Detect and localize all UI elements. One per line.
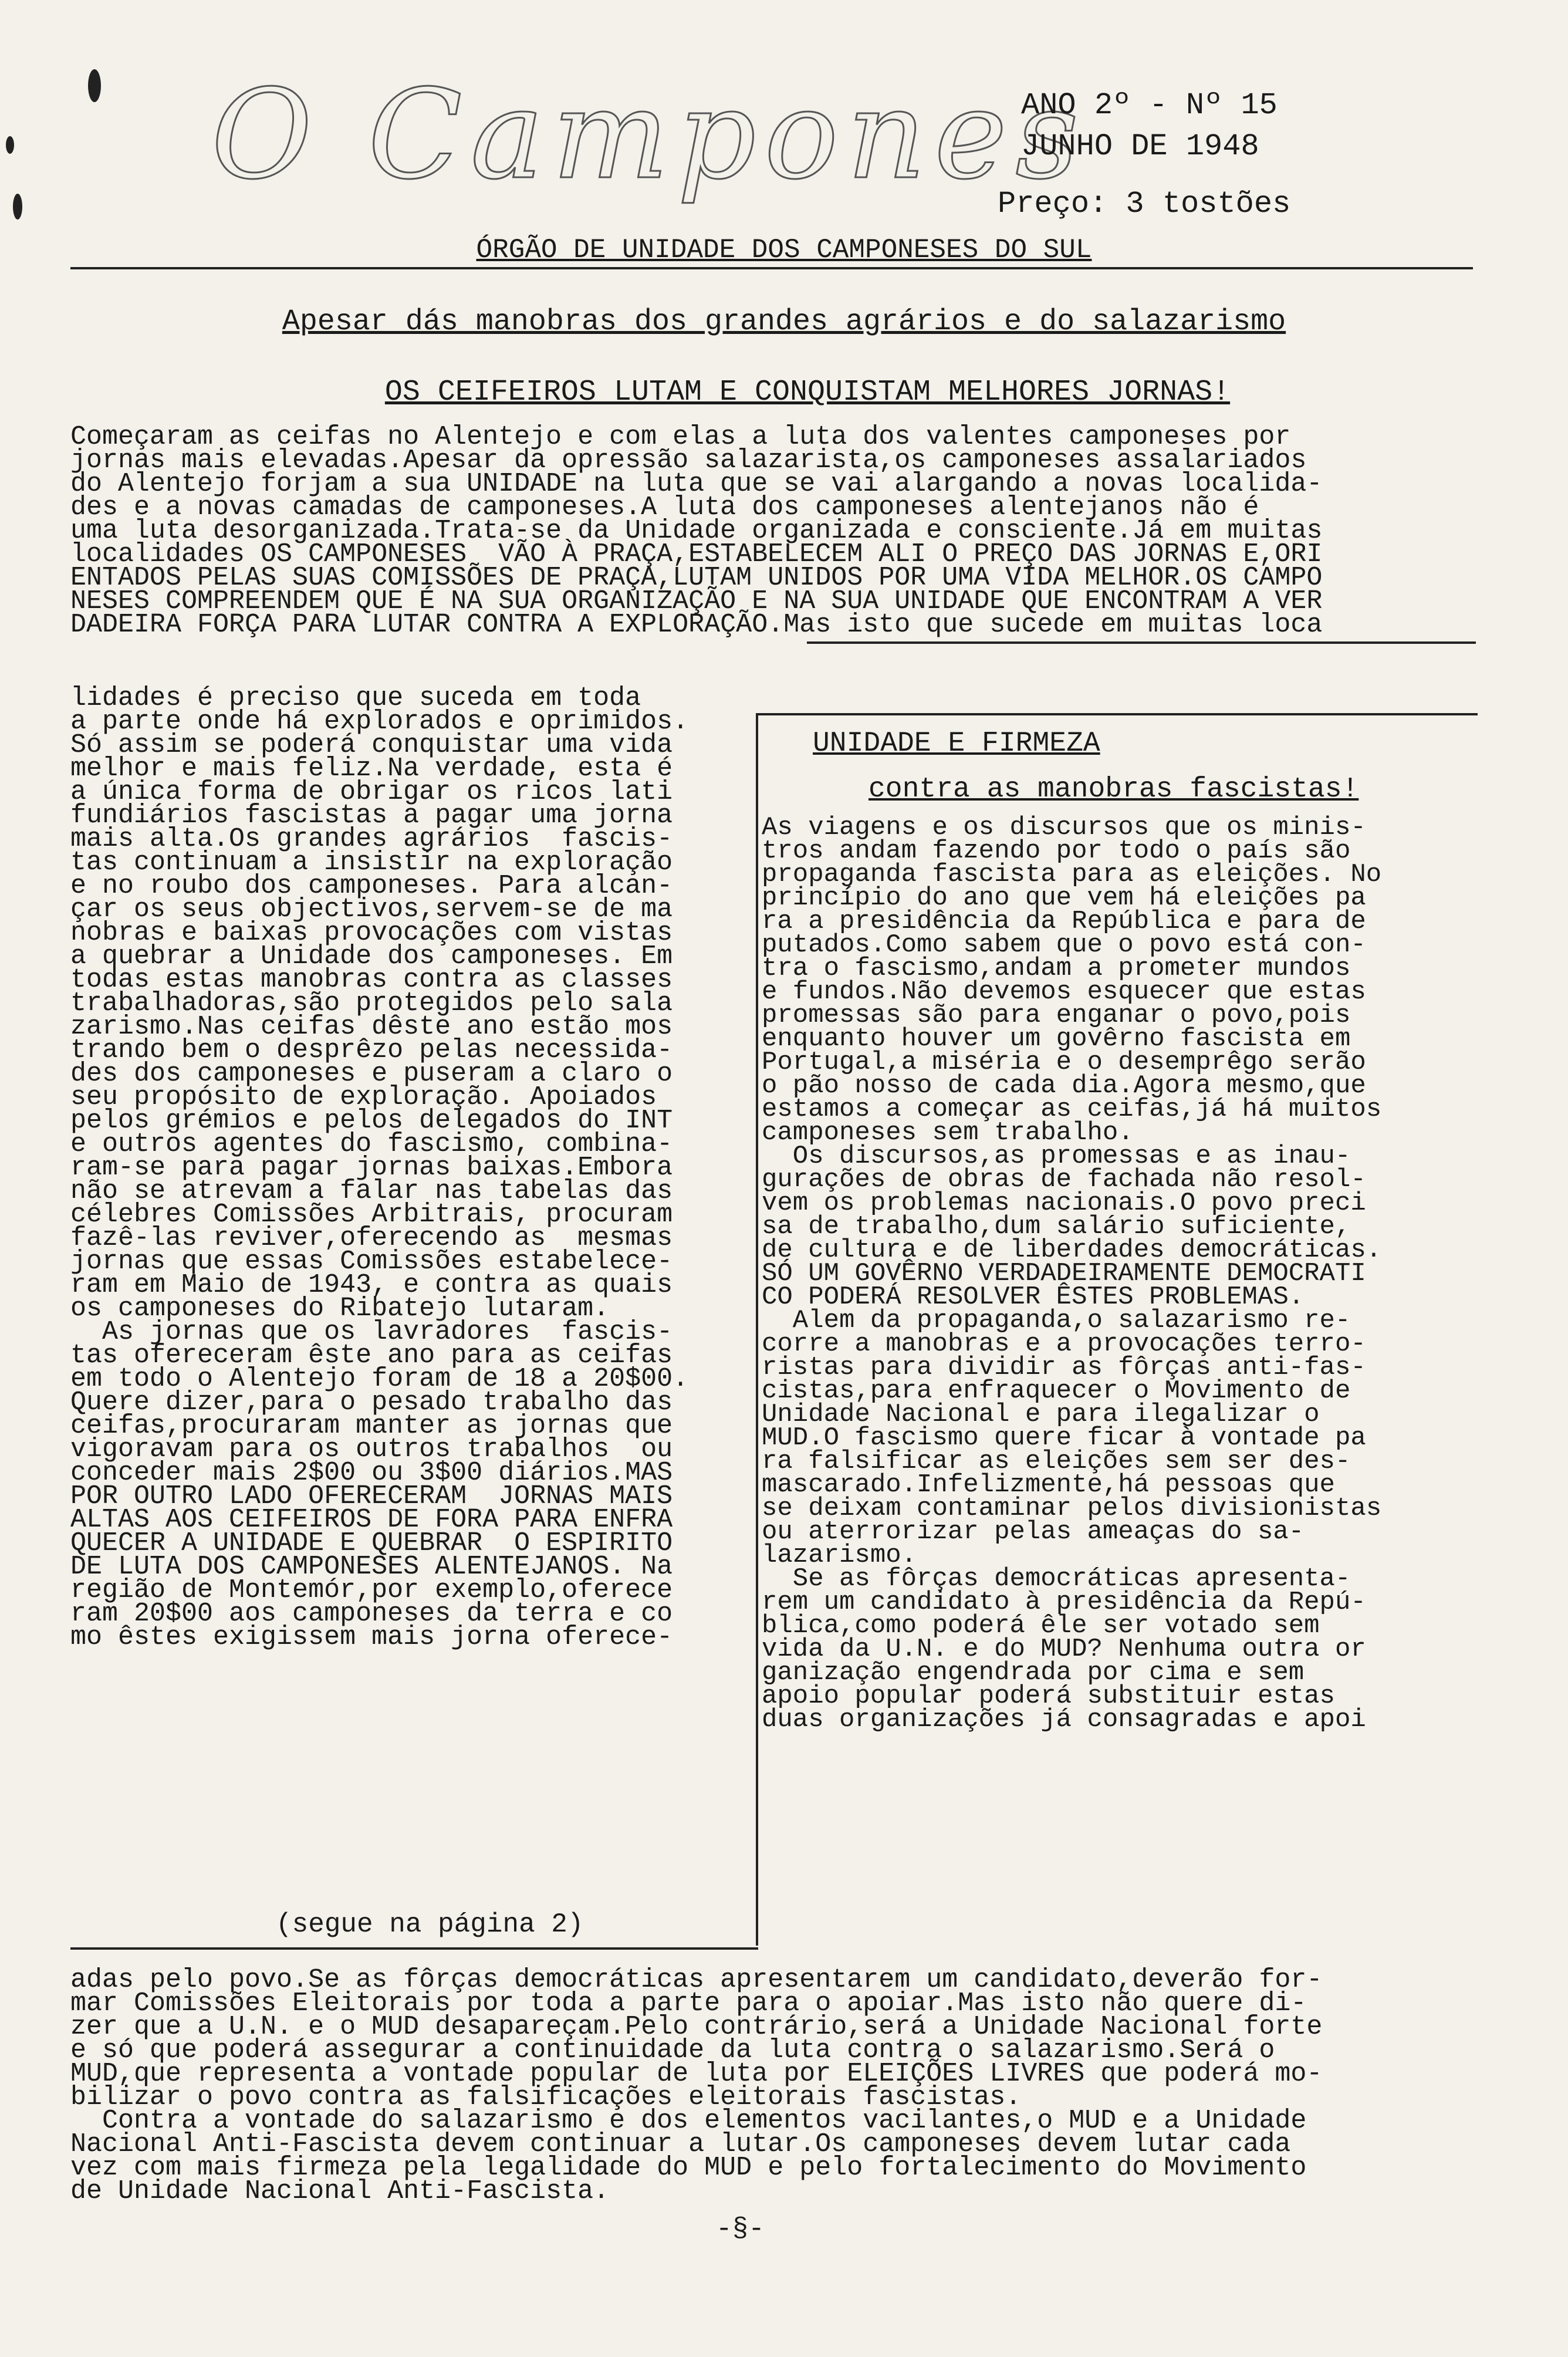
- binder-hole-lower: [13, 194, 22, 220]
- masthead-title: O Campones: [211, 63, 1087, 207]
- article-kicker: Apesar dás manobras dos grandes agrários e do salazarismo: [282, 305, 1286, 339]
- box-left-border: [756, 713, 758, 1946]
- binder-hole-middle: [6, 136, 14, 154]
- issue-number: ANO 2º - Nº 15: [1021, 88, 1278, 123]
- intro-underline: [807, 641, 1476, 644]
- binder-hole-top: [88, 69, 101, 102]
- article-intro: Começaram as ceifas no Alentejo e com elas a luta dos valentes camponeses por jornas mais elevadas.Apesar da opressão salazarista,os camponeses assalariados do Alentejo forjam a sua UNIDADE na luta que se vai alargando a novas localida- des e a novas camadas de camponeses.A luta dos camponeses alentejanos não é uma luta desorganizada.Trata-se da Unidade organizada e consciente.Já em muitas localidades OS CAMPONESES VÃO À PRAÇA,ESTABELECEM ALI O PREÇO DAS JORNAS E,ORI ENTADOS PELAS SUAS COMISSÕES DE PRAÇA,LUTAM UNIDOS POR UMA VIDA MELHOR.OS CAMPO NESES COMPREENDEM QUE É NA SUA ORGANIZAÇÃO E NA SUA UNIDADE QUE ENCONTRAM A VER DADEIRA FORÇA PARA LUTAR CONTRA A EXPLORAÇÃO.Mas isto que sucede em muitas loca: [70, 422, 1323, 640]
- issue-date: JUNHO DE 1948: [1021, 129, 1259, 164]
- article-closing: adas pelo povo.Se as fôrças democráticas apresentarem um candidato,deverão for- mar Comissões Eleitorais por toda a parte para o apoiar.Mas isto não quere di- zer que a U.N. e o MUD desapareçam.Pelo contrário,será a Unidade Nacional forte e só que poderá assegurar a continuidade da luta contra o salazarismo.Será o MUD,que representa a vontade popular de luta por ELEIÇÕES LIVRES que poderá mo- bilizar o povo contra as falsificações eleitorais fascistas. Contra a vontade do salazarismo e dos elementos vacilantes,o MUD e a Unidade Nacional Anti-Fascista devem continuar a lutar.Os camponeses devem lutar cada vez com mais firmeza pela legalidade do MUD e pelo fortalecimento do Movimento de Unidade Nacional Anti-Fascista.: [70, 1965, 1323, 2206]
- page-mark: -§-: [716, 2214, 765, 2244]
- price: Preço: 3 tostões: [998, 187, 1291, 221]
- box-bottom-border: [70, 1947, 758, 1950]
- box-subtitle: contra as manobras fascistas!: [869, 774, 1359, 805]
- box-top-border: [756, 713, 1478, 715]
- article-left-column: lidades é preciso que suceda em toda a parte onde há explorados e oprimidos. Só assim se poderá conquistar uma vida melhor e mais feliz.Na verdade, esta é a única forma de obrigar os ricos lati fundiários fascistas a pagar uma jorna mais alta.Os grandes agrários fascis- tas continuam a insistir na exploração e no roubo dos camponeses. Para alcan- çar os seus objectivos,servem-se de ma nobras e baixas provocações com vistas a quebrar a Unidade dos camponeses. Em todas estas manobras contra as classes trabalhadoras,são protegidos pelo sala zarismo.Nas ceifas dêste ano estão mos trando bem o desprêzo pelas necessida- des dos camponeses e puseram a claro o seu propósito de exploração. Apoiados pelos grémios e pelos delegados do INT e outros agentes do fascismo, combina- ram-se para pagar jornas baixas.Embora não se atrevam a falar nas tabelas das célebres Comissões Arbitrais, procuram fazê-las reviver,oferecendo as mesmas jornas que essas Comissões estabelece- ram em Maio de 1943, e contra as quais os camponeses do Ribatejo lutaram. As jornas que os lavradores fascis- tas ofereceram êste ano para as ceifas em todo o Alentejo foram de 18 a 20$00. Quere dizer,para o pesado trabalho das ceifas,procuraram manter as jornas que vigoravam para os outros trabalhos ou conceder mais 2$00 ou 3$00 diários.MAS POR OUTRO LADO OFERECERAM JORNAS MAIS ALTAS AOS CEIFEIROS DE FORA PARA ENFRA QUECER A UNIDADE E QUEBRAR O ESPIRITO DE LUTA DOS CAMPONESES ALENTEJANOS. Na região de Montemór,por exemplo,oferece ram 20$00 aos camponeses da terra e co mo êstes exigissem mais jorna oferece-: [70, 683, 689, 1652]
- masthead-rule: [70, 267, 1473, 269]
- continued-note: (segue na página 2): [276, 1909, 584, 1940]
- box-text: As viagens e os discursos que os minis- tros andam fazendo por todo o país são propaganda fascista para as eleições. No princípio do ano que vem há eleições pa ra a presidência da República e para de putados.Como sabem que o povo está con- tra o fascismo,andam a prometer mundos e fundos.Não devemos esquecer que estas promessas são para enganar o povo,pois enquanto houver um govêrno fascista em Portugal,a miséria e o desemprêgo serão o pão nosso de cada dia.Agora mesmo,que estamos a começar as ceifas,já há muitos camponeses sem trabalho. Os discursos,as promessas e as inau- gurações de obras de fachada não resol- vem os problemas nacionais.O povo preci sa de trabalho,dum salário suficiente, de cultura e de liberdades democráticas. SÓ UM GOVÊRNO VERDADEIRAMENTE DEMOCRATI CO PODERÁ RESOLVER ÊSTES PROBLEMAS. Alem da propaganda,o salazarismo re- corre a manobras e a provocações terro- ristas para dividir as fôrças anti-fas- cistas,para enfraquecer o Movimento de Unidade Nacional e para ilegalizar o MUD.O fascismo quere ficar à vontade pa ra falsificar as eleições sem ser des- mascarado.Infelizmente,há pessoas que se deixam contaminar pelos divisionistas ou aterrorizar pelas ameaças do sa- lazarismo. Se as fôrças democráticas apresenta- rem um candidato à presidência da Repú- blica,como poderá êle ser votado sem vida da U.N. e do MUD? Nenhuma outra or ganização engendrada por cima e sem apoio popular poderá substituir estas duas organizações já consagradas e apoi: [762, 813, 1382, 1734]
- organ-line: ÓRGÃO DE UNIDADE DOS CAMPONESES DO SUL: [476, 235, 1092, 265]
- article-headline: OS CEIFEIROS LUTAM E CONQUISTAM MELHORES JORNAS!: [384, 376, 1231, 409]
- box-title: UNIDADE E FIRMEZA: [813, 728, 1100, 759]
